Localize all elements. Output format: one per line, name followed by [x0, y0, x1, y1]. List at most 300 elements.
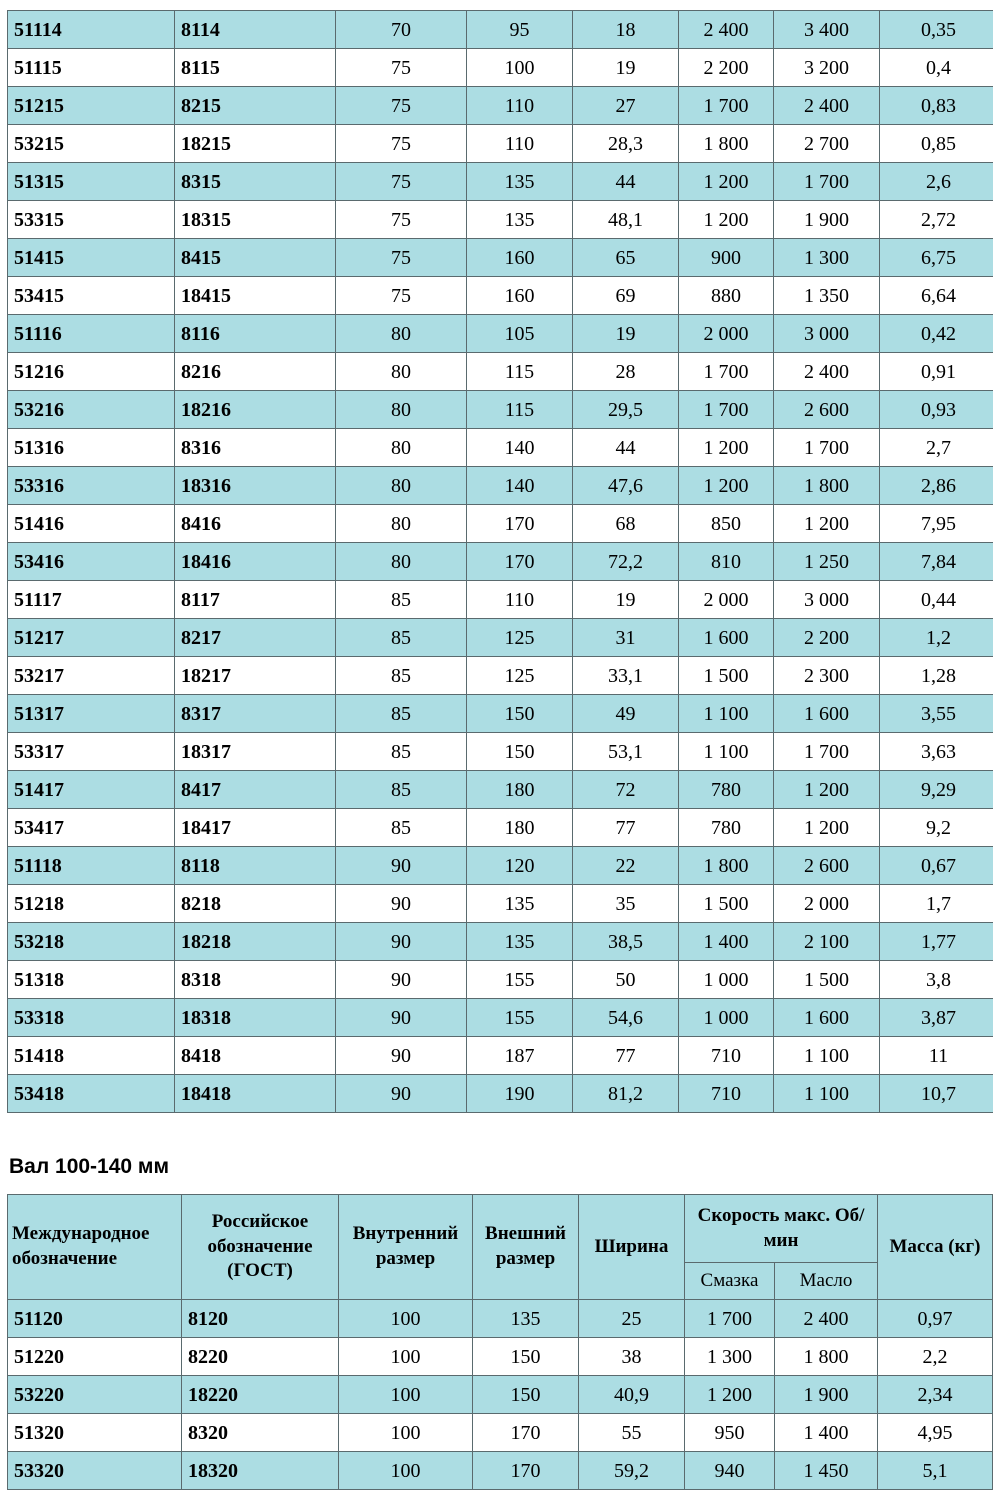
- cell-outer-size: 170: [467, 543, 573, 581]
- cell-gost-designation: 8217: [175, 619, 336, 657]
- cell-gost-designation: 8117: [175, 581, 336, 619]
- table-row: [8, 809, 993, 847]
- table-row: [8, 353, 993, 391]
- header-max-speed: Скорость макс. Об/мин: [685, 1195, 878, 1263]
- cell-mass: 5,1: [878, 1452, 993, 1490]
- cell-speed-oil: 1 350: [774, 277, 880, 315]
- table-row: [8, 999, 993, 1037]
- cell-gost-designation: 8220: [182, 1338, 339, 1376]
- cell-intl-designation: 51317: [8, 695, 175, 733]
- table-row: [8, 771, 993, 809]
- cell-mass: 4,95: [878, 1414, 993, 1452]
- cell-gost-designation: 8116: [175, 315, 336, 353]
- cell-width: 68: [573, 505, 679, 543]
- cell-speed-grease: 1 200: [679, 201, 774, 239]
- cell-width: 47,6: [573, 467, 679, 505]
- cell-speed-oil: 2 600: [774, 847, 880, 885]
- cell-intl-designation: 53320: [8, 1452, 182, 1490]
- table-row: [8, 695, 993, 733]
- cell-gost-designation: 18215: [175, 125, 336, 163]
- cell-intl-designation: 51417: [8, 771, 175, 809]
- cell-outer-size: 135: [467, 163, 573, 201]
- cell-width: 33,1: [573, 657, 679, 695]
- cell-speed-oil: 1 200: [774, 771, 880, 809]
- cell-speed-grease: 900: [679, 239, 774, 277]
- cell-mass: 0,44: [880, 581, 993, 619]
- cell-speed-grease: 1 300: [685, 1338, 775, 1376]
- cell-gost-designation: 18318: [175, 999, 336, 1037]
- cell-inner-size: 75: [336, 125, 467, 163]
- cell-inner-size: 75: [336, 201, 467, 239]
- cell-mass: 7,84: [880, 543, 993, 581]
- cell-outer-size: 135: [467, 923, 573, 961]
- cell-intl-designation: 51114: [8, 11, 175, 49]
- table-row: [8, 1075, 993, 1113]
- cell-speed-grease: 1 100: [679, 733, 774, 771]
- cell-speed-oil: 2 100: [774, 923, 880, 961]
- cell-intl-designation: 53318: [8, 999, 175, 1037]
- cell-intl-designation: 53216: [8, 391, 175, 429]
- cell-width: 19: [573, 581, 679, 619]
- table-row: [8, 1414, 993, 1452]
- cell-speed-grease: 1 700: [679, 353, 774, 391]
- cell-speed-grease: 1 000: [679, 961, 774, 999]
- cell-inner-size: 70: [336, 11, 467, 49]
- cell-mass: 0,83: [880, 87, 993, 125]
- cell-gost-designation: 8315: [175, 163, 336, 201]
- cell-outer-size: 150: [467, 733, 573, 771]
- cell-speed-oil: 1 400: [775, 1414, 878, 1452]
- cell-mass: 2,72: [880, 201, 993, 239]
- cell-mass: 11: [880, 1037, 993, 1075]
- cell-intl-designation: 51117: [8, 581, 175, 619]
- cell-outer-size: 155: [467, 999, 573, 1037]
- cell-intl-designation: 53417: [8, 809, 175, 847]
- table-row: [8, 1452, 993, 1490]
- bearings-table-upper: [7, 10, 993, 1113]
- cell-speed-grease: 1 200: [679, 429, 774, 467]
- cell-gost-designation: 8118: [175, 847, 336, 885]
- cell-mass: 2,6: [880, 163, 993, 201]
- cell-inner-size: 90: [336, 923, 467, 961]
- table-row: [8, 467, 993, 505]
- cell-width: 72: [573, 771, 679, 809]
- header-grease: Смазка: [685, 1263, 775, 1300]
- cell-speed-oil: 2 400: [775, 1300, 878, 1338]
- table-row: [8, 847, 993, 885]
- cell-speed-grease: 1 200: [679, 467, 774, 505]
- cell-speed-oil: 2 400: [774, 87, 880, 125]
- header-inner-size: Внутренний размер: [339, 1195, 473, 1300]
- table-row: [8, 277, 993, 315]
- cell-speed-grease: 710: [679, 1075, 774, 1113]
- cell-inner-size: 80: [336, 391, 467, 429]
- table-row: [8, 163, 993, 201]
- cell-outer-size: 95: [467, 11, 573, 49]
- cell-speed-grease: 1 600: [679, 619, 774, 657]
- cell-mass: 1,77: [880, 923, 993, 961]
- cell-speed-grease: 780: [679, 771, 774, 809]
- cell-intl-designation: 53315: [8, 201, 175, 239]
- cell-width: 54,6: [573, 999, 679, 1037]
- cell-mass: 2,86: [880, 467, 993, 505]
- cell-outer-size: 140: [467, 467, 573, 505]
- cell-speed-oil: 1 700: [774, 733, 880, 771]
- cell-intl-designation: 51120: [8, 1300, 182, 1338]
- cell-mass: 6,64: [880, 277, 993, 315]
- cell-speed-grease: 1 500: [679, 885, 774, 923]
- cell-width: 48,1: [573, 201, 679, 239]
- cell-intl-designation: 53316: [8, 467, 175, 505]
- cell-speed-oil: 3 000: [774, 581, 880, 619]
- cell-speed-oil: 1 200: [774, 505, 880, 543]
- cell-width: 28,3: [573, 125, 679, 163]
- cell-speed-oil: 1 800: [775, 1338, 878, 1376]
- cell-speed-grease: 950: [685, 1414, 775, 1452]
- cell-speed-oil: 1 300: [774, 239, 880, 277]
- header-outer-size: Внешний размер: [473, 1195, 579, 1300]
- cell-outer-size: 135: [467, 885, 573, 923]
- cell-outer-size: 120: [467, 847, 573, 885]
- cell-intl-designation: 51316: [8, 429, 175, 467]
- cell-outer-size: 110: [467, 581, 573, 619]
- cell-inner-size: 80: [336, 467, 467, 505]
- cell-speed-oil: 2 000: [774, 885, 880, 923]
- cell-outer-size: 180: [467, 809, 573, 847]
- cell-speed-grease: 1 100: [679, 695, 774, 733]
- table-row: [8, 125, 993, 163]
- cell-outer-size: 170: [467, 505, 573, 543]
- cell-speed-oil: 3 200: [774, 49, 880, 87]
- cell-inner-size: 85: [336, 657, 467, 695]
- cell-intl-designation: 51115: [8, 49, 175, 87]
- cell-width: 31: [573, 619, 679, 657]
- cell-mass: 2,2: [878, 1338, 993, 1376]
- cell-speed-oil: 2 300: [774, 657, 880, 695]
- cell-width: 65: [573, 239, 679, 277]
- cell-mass: 0,85: [880, 125, 993, 163]
- cell-gost-designation: 18315: [175, 201, 336, 239]
- cell-speed-oil: 2 400: [774, 353, 880, 391]
- cell-speed-grease: 1 700: [679, 87, 774, 125]
- table-row: [8, 239, 993, 277]
- cell-width: 55: [579, 1414, 685, 1452]
- cell-outer-size: 110: [467, 87, 573, 125]
- cell-speed-oil: 1 450: [775, 1452, 878, 1490]
- cell-mass: 10,7: [880, 1075, 993, 1113]
- table-row: [8, 1338, 993, 1376]
- cell-outer-size: 150: [473, 1338, 579, 1376]
- cell-inner-size: 80: [336, 505, 467, 543]
- cell-gost-designation: 8320: [182, 1414, 339, 1452]
- cell-intl-designation: 51116: [8, 315, 175, 353]
- cell-mass: 9,2: [880, 809, 993, 847]
- cell-width: 44: [573, 163, 679, 201]
- cell-intl-designation: 51416: [8, 505, 175, 543]
- cell-outer-size: 180: [467, 771, 573, 809]
- cell-speed-oil: 2 200: [774, 619, 880, 657]
- table-row: [8, 315, 993, 353]
- cell-mass: 1,7: [880, 885, 993, 923]
- cell-inner-size: 85: [336, 809, 467, 847]
- cell-outer-size: 105: [467, 315, 573, 353]
- cell-outer-size: 125: [467, 619, 573, 657]
- cell-gost-designation: 8318: [175, 961, 336, 999]
- cell-width: 29,5: [573, 391, 679, 429]
- cell-outer-size: 170: [473, 1452, 579, 1490]
- section-title: Вал 100-140 мм: [9, 1155, 169, 1178]
- cell-intl-designation: 51215: [8, 87, 175, 125]
- cell-speed-grease: 780: [679, 809, 774, 847]
- cell-outer-size: 155: [467, 961, 573, 999]
- cell-outer-size: 115: [467, 353, 573, 391]
- cell-outer-size: 187: [467, 1037, 573, 1075]
- cell-gost-designation: 8416: [175, 505, 336, 543]
- cell-width: 22: [573, 847, 679, 885]
- cell-speed-oil: 1 700: [774, 429, 880, 467]
- cell-width: 38: [579, 1338, 685, 1376]
- cell-mass: 0,97: [878, 1300, 993, 1338]
- header-width: Ширина: [579, 1195, 685, 1300]
- table-row: [8, 961, 993, 999]
- cell-width: 35: [573, 885, 679, 923]
- cell-inner-size: 85: [336, 695, 467, 733]
- cell-speed-grease: 940: [685, 1452, 775, 1490]
- cell-width: 27: [573, 87, 679, 125]
- cell-outer-size: 100: [467, 49, 573, 87]
- cell-mass: 0,42: [880, 315, 993, 353]
- cell-inner-size: 80: [336, 429, 467, 467]
- cell-intl-designation: 53218: [8, 923, 175, 961]
- cell-speed-grease: 1 000: [679, 999, 774, 1037]
- cell-mass: 0,67: [880, 847, 993, 885]
- header-mass: Масса (кг): [878, 1195, 993, 1300]
- cell-speed-grease: 1 800: [679, 125, 774, 163]
- cell-intl-designation: 53215: [8, 125, 175, 163]
- table-row: [8, 1376, 993, 1414]
- cell-speed-oil: 1 200: [774, 809, 880, 847]
- cell-mass: 3,55: [880, 695, 993, 733]
- cell-inner-size: 75: [336, 49, 467, 87]
- cell-speed-oil: 2 700: [774, 125, 880, 163]
- cell-outer-size: 160: [467, 239, 573, 277]
- cell-outer-size: 140: [467, 429, 573, 467]
- cell-inner-size: 90: [336, 1037, 467, 1075]
- cell-speed-oil: 1 700: [774, 163, 880, 201]
- cell-speed-grease: 710: [679, 1037, 774, 1075]
- cell-gost-designation: 8115: [175, 49, 336, 87]
- cell-gost-designation: 8317: [175, 695, 336, 733]
- cell-width: 44: [573, 429, 679, 467]
- cell-speed-oil: 1 600: [774, 695, 880, 733]
- table-row: [8, 11, 993, 49]
- cell-speed-grease: 1 200: [679, 163, 774, 201]
- cell-speed-grease: 1 700: [685, 1300, 775, 1338]
- table-row: [8, 543, 993, 581]
- cell-speed-oil: 3 000: [774, 315, 880, 353]
- cell-speed-grease: 2 000: [679, 581, 774, 619]
- table-row: [8, 657, 993, 695]
- cell-intl-designation: 51118: [8, 847, 175, 885]
- table-row: [8, 201, 993, 239]
- cell-inner-size: 80: [336, 315, 467, 353]
- cell-gost-designation: 18418: [175, 1075, 336, 1113]
- cell-mass: 3,63: [880, 733, 993, 771]
- cell-gost-designation: 8316: [175, 429, 336, 467]
- cell-intl-designation: 51418: [8, 1037, 175, 1075]
- cell-intl-designation: 53217: [8, 657, 175, 695]
- cell-outer-size: 160: [467, 277, 573, 315]
- cell-mass: 7,95: [880, 505, 993, 543]
- cell-outer-size: 150: [467, 695, 573, 733]
- table-row: [8, 733, 993, 771]
- cell-speed-grease: 880: [679, 277, 774, 315]
- cell-mass: 0,93: [880, 391, 993, 429]
- cell-inner-size: 100: [339, 1414, 473, 1452]
- cell-inner-size: 100: [339, 1376, 473, 1414]
- cell-intl-designation: 51217: [8, 619, 175, 657]
- cell-inner-size: 75: [336, 277, 467, 315]
- table-row: [8, 49, 993, 87]
- cell-gost-designation: 8215: [175, 87, 336, 125]
- cell-inner-size: 75: [336, 239, 467, 277]
- cell-intl-designation: 51415: [8, 239, 175, 277]
- cell-outer-size: 115: [467, 391, 573, 429]
- cell-width: 28: [573, 353, 679, 391]
- cell-gost-designation: 18320: [182, 1452, 339, 1490]
- cell-speed-grease: 1 800: [679, 847, 774, 885]
- cell-intl-designation: 53220: [8, 1376, 182, 1414]
- cell-gost-designation: 8218: [175, 885, 336, 923]
- cell-inner-size: 90: [336, 885, 467, 923]
- table-row: [8, 885, 993, 923]
- cell-gost-designation: 18416: [175, 543, 336, 581]
- cell-speed-oil: 3 400: [774, 11, 880, 49]
- cell-width: 77: [573, 809, 679, 847]
- cell-speed-oil: 1 500: [774, 961, 880, 999]
- cell-width: 50: [573, 961, 679, 999]
- table-row: [8, 87, 993, 125]
- header-oil: Масло: [775, 1263, 878, 1300]
- cell-mass: 2,34: [878, 1376, 993, 1414]
- cell-intl-designation: 51220: [8, 1338, 182, 1376]
- cell-intl-designation: 51218: [8, 885, 175, 923]
- cell-inner-size: 75: [336, 87, 467, 125]
- cell-mass: 6,75: [880, 239, 993, 277]
- table-row: [8, 429, 993, 467]
- cell-inner-size: 85: [336, 771, 467, 809]
- cell-mass: 1,28: [880, 657, 993, 695]
- cell-width: 19: [573, 49, 679, 87]
- cell-outer-size: 135: [473, 1300, 579, 1338]
- cell-intl-designation: 51216: [8, 353, 175, 391]
- cell-gost-designation: 8216: [175, 353, 336, 391]
- cell-inner-size: 80: [336, 353, 467, 391]
- cell-intl-designation: 53418: [8, 1075, 175, 1113]
- cell-gost-designation: 18316: [175, 467, 336, 505]
- cell-speed-oil: 1 900: [774, 201, 880, 239]
- cell-inner-size: 90: [336, 999, 467, 1037]
- cell-inner-size: 90: [336, 1075, 467, 1113]
- cell-intl-designation: 53416: [8, 543, 175, 581]
- cell-gost-designation: 8114: [175, 11, 336, 49]
- cell-inner-size: 85: [336, 581, 467, 619]
- cell-width: 77: [573, 1037, 679, 1075]
- cell-inner-size: 85: [336, 619, 467, 657]
- table-row: [8, 391, 993, 429]
- cell-width: 38,5: [573, 923, 679, 961]
- cell-speed-oil: 1 800: [774, 467, 880, 505]
- cell-mass: 9,29: [880, 771, 993, 809]
- cell-width: 18: [573, 11, 679, 49]
- cell-gost-designation: 18417: [175, 809, 336, 847]
- table-row: [8, 581, 993, 619]
- cell-speed-oil: 1 100: [774, 1075, 880, 1113]
- cell-speed-grease: 1 500: [679, 657, 774, 695]
- cell-outer-size: 190: [467, 1075, 573, 1113]
- cell-outer-size: 170: [473, 1414, 579, 1452]
- cell-speed-grease: 1 200: [685, 1376, 775, 1414]
- cell-width: 53,1: [573, 733, 679, 771]
- cell-speed-grease: 2 000: [679, 315, 774, 353]
- table-row: [8, 505, 993, 543]
- cell-speed-oil: 1 100: [774, 1037, 880, 1075]
- cell-speed-grease: 1 700: [679, 391, 774, 429]
- cell-speed-grease: 2 200: [679, 49, 774, 87]
- cell-speed-oil: 2 600: [774, 391, 880, 429]
- cell-width: 81,2: [573, 1075, 679, 1113]
- cell-inner-size: 80: [336, 543, 467, 581]
- cell-width: 69: [573, 277, 679, 315]
- cell-mass: 3,87: [880, 999, 993, 1037]
- cell-mass: 0,91: [880, 353, 993, 391]
- table-row: [8, 1037, 993, 1075]
- cell-width: 40,9: [579, 1376, 685, 1414]
- cell-intl-designation: 53317: [8, 733, 175, 771]
- table-row: [8, 1300, 993, 1338]
- bearings-table-shaft-100-140: [7, 1194, 993, 1490]
- cell-mass: 1,2: [880, 619, 993, 657]
- cell-speed-oil: 1 900: [775, 1376, 878, 1414]
- cell-mass: 0,4: [880, 49, 993, 87]
- cell-speed-grease: 810: [679, 543, 774, 581]
- cell-width: 25: [579, 1300, 685, 1338]
- cell-inner-size: 100: [339, 1452, 473, 1490]
- cell-gost-designation: 18216: [175, 391, 336, 429]
- cell-intl-designation: 51320: [8, 1414, 182, 1452]
- cell-inner-size: 100: [339, 1300, 473, 1338]
- cell-intl-designation: 53415: [8, 277, 175, 315]
- cell-inner-size: 100: [339, 1338, 473, 1376]
- header-intl-designation: Международное обозначение: [8, 1195, 182, 1300]
- cell-intl-designation: 51318: [8, 961, 175, 999]
- cell-mass: 3,8: [880, 961, 993, 999]
- cell-width: 19: [573, 315, 679, 353]
- cell-inner-size: 75: [336, 163, 467, 201]
- cell-gost-designation: 18415: [175, 277, 336, 315]
- cell-gost-designation: 18317: [175, 733, 336, 771]
- cell-gost-designation: 18217: [175, 657, 336, 695]
- cell-mass: 2,7: [880, 429, 993, 467]
- cell-outer-size: 150: [473, 1376, 579, 1414]
- cell-width: 49: [573, 695, 679, 733]
- cell-inner-size: 90: [336, 961, 467, 999]
- table-row: [8, 923, 993, 961]
- cell-speed-grease: 2 400: [679, 11, 774, 49]
- cell-gost-designation: 8415: [175, 239, 336, 277]
- cell-speed-oil: 1 250: [774, 543, 880, 581]
- cell-intl-designation: 51315: [8, 163, 175, 201]
